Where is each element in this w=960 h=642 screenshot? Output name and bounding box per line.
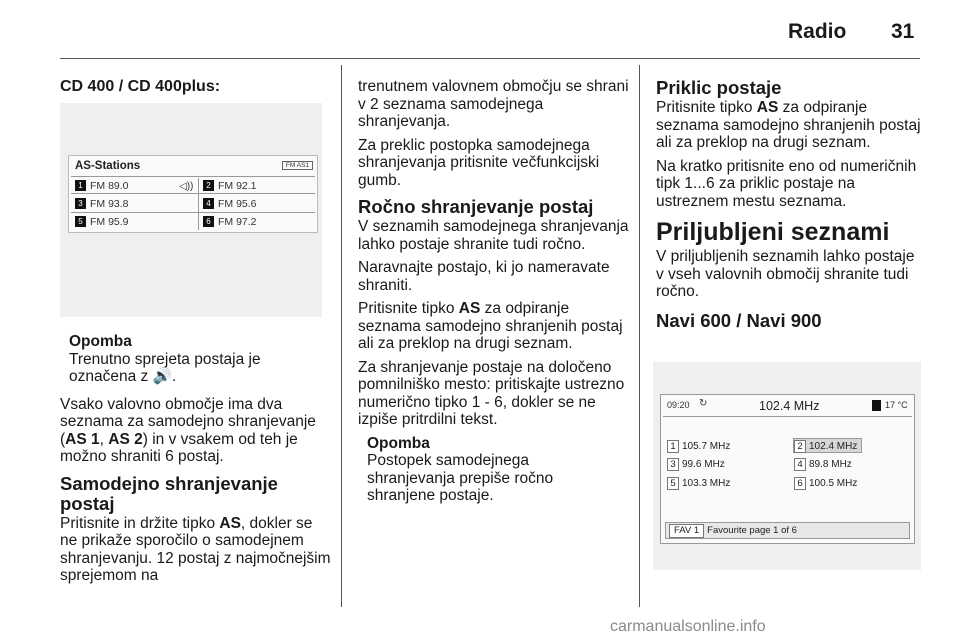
display-divider bbox=[71, 193, 315, 194]
display-divider bbox=[71, 176, 315, 177]
paragraph: Vsako valovno območje ima dva seznama za samodejno shranjevanje (AS 1, AS 2) in v vsakem od teh je možno shraniti 6 postaj. bbox=[60, 395, 316, 465]
temperature-readout: 17 °C bbox=[885, 400, 908, 410]
column-2 bbox=[358, 78, 633, 505]
preset-button: 6 100.5 MHz bbox=[794, 476, 857, 491]
current-frequency: 102.4 MHz bbox=[759, 399, 820, 413]
preset-button: 1 105.7 MHz bbox=[667, 439, 730, 454]
note-title: Opomba bbox=[367, 434, 430, 452]
station-preset: 3 FM 93.8 bbox=[75, 197, 129, 211]
note-box bbox=[60, 333, 332, 386]
display-divider bbox=[198, 178, 199, 230]
paragraph: V priljubljenih seznamih lahko postaje v vseh valovnih območij shranite tudi ročno. bbox=[656, 248, 915, 300]
preset-button: 3 99.6 MHz bbox=[667, 457, 725, 472]
section-heading-cd400: CD 400 / CD 400plus: bbox=[60, 78, 221, 95]
navi-radio-display bbox=[660, 394, 915, 544]
paragraph: Pritisnite in držite tipko AS, dokler se ne prikaže sporočilo o samodejnem shranjevanju. 12 postaj z najmočnejšim sprejemom na bbox=[60, 514, 331, 584]
note-text: Postopek samodejnega shranjevanja prepiše ročno shranjene postaje. bbox=[367, 452, 554, 504]
header-rule bbox=[60, 58, 920, 59]
fm-as1-tag: FM AS1 bbox=[282, 161, 313, 170]
note-box bbox=[358, 435, 633, 505]
note-title: Opomba bbox=[69, 333, 132, 350]
paragraph: Na kratko pritisnite eno od numeričnih tipk 1...6 za priklic postaje na ustreznem mestu seznama. bbox=[656, 157, 917, 210]
navi-screen-image bbox=[653, 362, 921, 570]
fav-button: FAV 1 bbox=[669, 524, 704, 538]
column-divider-2 bbox=[639, 65, 640, 607]
page-number: 31 bbox=[891, 20, 915, 43]
section-heading-navi: Navi 600 / Navi 900 bbox=[656, 309, 822, 331]
note-text: označena z 🔊. bbox=[69, 368, 177, 385]
station-preset: 4 FM 95.6 bbox=[203, 197, 257, 211]
speaker-icon: ◁)) bbox=[179, 181, 194, 192]
paragraph: Pritisnite tipko AS za odpiranje seznama samodejno shranjenih postaj ali za preklop na drugi seznam. bbox=[358, 300, 623, 352]
favourite-bar bbox=[665, 522, 910, 539]
section-heading-auto-store: Samodejno shranjevanje postaj bbox=[60, 472, 278, 514]
preset-button-selected: 2 102.4 MHz bbox=[793, 438, 862, 453]
favourite-page-text: Favourite page 1 of 6 bbox=[707, 525, 797, 536]
paragraph: Pritisnite tipko AS za odpiranje seznama samodejno shranjenih postaj ali za preklop na drugi seznam. bbox=[656, 99, 921, 151]
page-header-title: Radio bbox=[788, 20, 847, 43]
as-stations-display bbox=[68, 155, 318, 233]
section-heading-recall: Priklic postaje bbox=[656, 77, 782, 98]
paragraph: trenutnem valovnem območju se shrani v 2 seznama samodejnega shranjevanja. bbox=[358, 78, 629, 130]
as-stations-title: AS-Stations bbox=[75, 160, 141, 172]
column-3 bbox=[656, 78, 924, 332]
paragraph: Za shranjevanje postaje na določeno pomnilniško mesto: pritiskajte ustrezno numerično tipko 1 - 6, dokler se ne izpiše pritrdilni tekst. bbox=[358, 358, 625, 428]
display-divider bbox=[71, 212, 315, 213]
preset-button: 5 103.3 MHz bbox=[667, 476, 730, 491]
column-divider-1 bbox=[341, 65, 342, 607]
watermark: carmanualsonline.info bbox=[610, 618, 766, 635]
paragraph: Za preklic postopka samodejnega shranjevanja pritisnite večfunkcijski gumb. bbox=[358, 136, 600, 189]
note-text: Trenutno sprejeta postaja je bbox=[69, 350, 261, 368]
section-heading-favourites: Priljubljeni seznami bbox=[656, 218, 890, 246]
preset-button: 4 89.8 MHz bbox=[794, 457, 852, 472]
section-heading-manual-store: Ročno shranjevanje postaj bbox=[358, 196, 594, 217]
status-icon bbox=[872, 400, 881, 411]
cd400-screen-image bbox=[60, 103, 322, 317]
refresh-icon: ↻ bbox=[699, 398, 708, 409]
paragraph: Naravnajte postajo, ki jo nameravate shraniti. bbox=[358, 259, 610, 294]
column-1-body bbox=[60, 333, 332, 591]
clock-readout: 09:20 bbox=[667, 400, 690, 410]
station-preset: 5 FM 95.9 bbox=[75, 215, 129, 229]
display-divider bbox=[663, 416, 912, 417]
station-preset: 6 FM 97.2 bbox=[203, 215, 257, 229]
station-preset: 2 FM 92.1 bbox=[203, 179, 257, 193]
station-preset: 1 FM 89.0 bbox=[75, 179, 129, 193]
column-1 bbox=[60, 78, 330, 96]
paragraph: V seznamih samodejnega shranjevanja lahko postaje shranite tudi ročno. bbox=[358, 218, 629, 253]
